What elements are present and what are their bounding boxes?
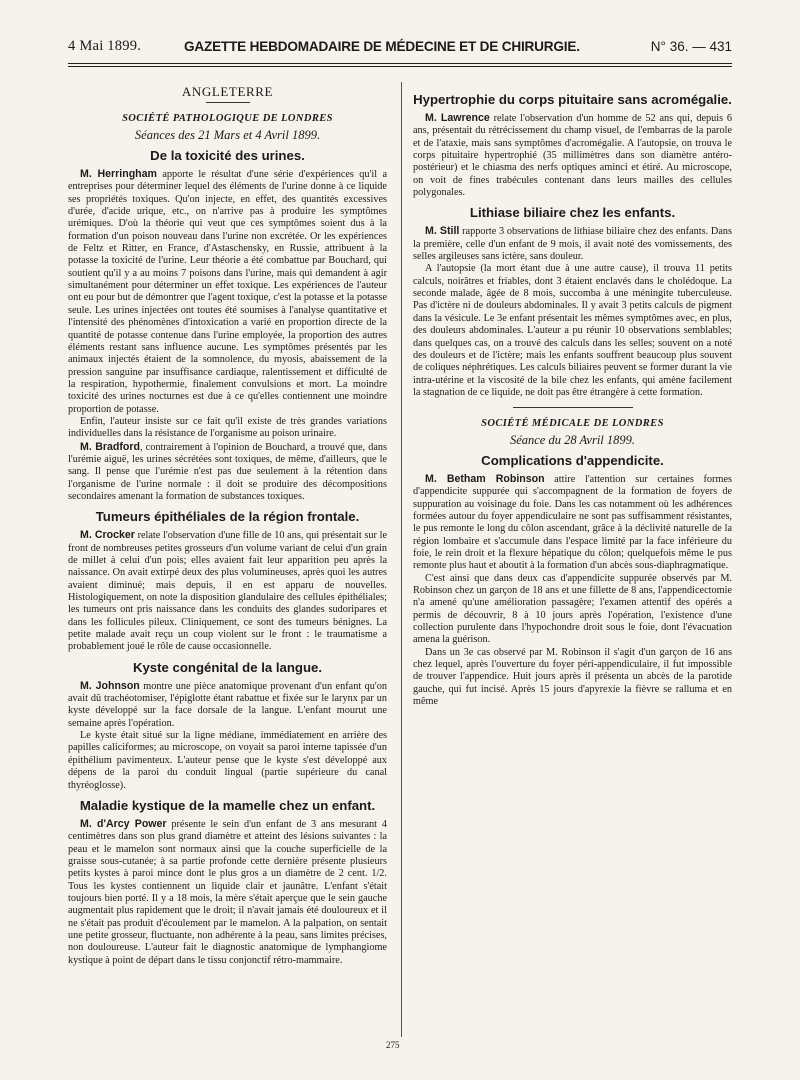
paragraph-text: apporte le résultat d'une série d'expériences qu'il a entreprises pour déterminer lequel des éléments de l'urine donne à ce liquide ses propriétés toxiques. Qu'on injecte, en effet, des quantités excessives d'urée, d'acide urique, etc., on n'arrive pas à produire les symptômes urémiques. D'où la théorie qui veut que ces symptômes soient dus à la formation d'un poison nouveau dans l'urine non excrétée. Or les expériences de Feltz et Ritter, en France, d'Astaschensky, en Russie, attribuent à la potasse la toxicité de l'urine. Leur théorie a été combattue par Bouchard, qui soutient qu'il y a au moins 7 poisons dans l'urine, mais qui demandent à agir simultanément pour déterminer un effet toxique. Les expériences de l'auteur ont eu pour but de démontrer que l'agent toxique, c'est la potasse et la potasse seule. Les urines injectées ont toutes été soumises à l'analyse quantitative et l'intensité des phénomènes d'intoxication a varié en proportion directe de la quantité de potasse contenue dans l'urine employée, la proportion des autres éléments restant sans influence aucune. Les symptômes présentés par les animaux injectés étaient de la somnolence, du myosis, abaissement de la pression sanguine par insuffisance cardiaque, ralentissement et difficulté de la respiration, hypothermie, finalement convulsions et mort. La moindre toxicité des urines nocturnes est due à ce qu'elles contiennent une moindre proportion de potasse. — [68, 169, 387, 415]
session-dates: Séances des 21 Mars et 4 Avril 1899. — [134, 127, 321, 142]
left-column — [68, 86, 387, 967]
paragraph: Enfin, l'auteur insiste sur ce fait qu'il existe de très grandes variations individuelles dans la résistance de l'organisme au poison urinaire. — [68, 415, 387, 440]
header-rule-thin — [68, 66, 732, 67]
article-title: De la toxicité des urines. — [150, 148, 305, 164]
article-title: Complications d'appendicite. — [481, 452, 664, 468]
session-dates: Séance du 28 Avril 1899. — [509, 432, 636, 447]
paragraph — [68, 529, 387, 653]
paragraph-text: attire l'attention sur certaines formes d'appendicite suppurée qui s'accompagnent de la formation de foyers de suppuration au voisinage du foie. Dans les cas notamment où les adhérences formées autour du foyer appendiculaire ne sont pas suffisamment résistantes, le pus remonte le long du côlon ascendant, grâce à la déclivité naturelle de la région lombaire et s'accumule dans l'espace limité par la face inférieure du foie, le rein droit et la flexure hépatique du côlon; quelquefois même le pus remonte plus haut et aboutit à la formation d'un abcès sous-diaphragmatique. — [413, 473, 732, 572]
header-rule — [68, 63, 732, 64]
society-name: SOCIÉTÉ PATHOLOGIQUE DE LONDRES — [122, 113, 333, 125]
paragraph-text: relate l'observation d'une fille de 10 ans, qui présentait sur le front de nombreuses petites grosseurs d'un volume variant de celui d'un grain de millet à celui d'un pois; elles avaient fait leur apparition peu après la naissance. On avait extirpé deux des plus volumineuses, après quoi les autres avaient diminué; mais depuis, il en est apparu de nouvelles. Histologiquement, on note la disposition glandulaire des cellules épithéliales; les tumeurs ont pris naissance dans les conduits des glandes sudoripares et dans les follicules pileux. Cliniquement, ce sont des tumeurs bénignes. La petite malade avait reçu un coup violent sur le front : le traumatisme a probablement joué le rôle de cause occasionnelle. — [68, 530, 387, 653]
issue-date: 4 Mai 1899. — [68, 38, 142, 54]
paragraph — [68, 168, 387, 416]
article-title: Kyste congénital de la langue. — [132, 659, 323, 675]
paragraph — [68, 441, 387, 504]
author-name: M. Bradford — [80, 440, 140, 453]
journal-title: GAZETTE HEBDOMADAIRE DE MÉDECINE ET DE CHIRURGIE. — [184, 39, 580, 54]
paragraph-text: , contrairement à l'opinion de Bouchard, a trouvé que, dans l'urémie aiguë, les urines sécrétées sont toxiques, de même, d'ailleurs, que le sang. Il pense que l'urémie n'est pas due seulement à la rétention dans l'organisme de l'urine normale : il doit se produire des décompositions secondaires amenant la formation de substances toxiques. — [68, 441, 387, 502]
author-name: M. Lawrence — [425, 112, 490, 124]
paragraph: A l'autopsie (la mort étant due à une autre cause), il trouva 11 petits calculs, noirâtres et friables, dont 3 étaient enclavés dans le cholédoque. La seconde malade, âgée de 8 mois, succomba à une méningite tuberculeuse. Pas d'ictère ni de douleurs abdominales. Il y avait 3 petits calculs de pigment dans la vésicule. Le 3e enfant présentait les mêmes symptômes avec, en plus, des douleurs abdominales. L'auteur a pu réunir 10 observations semblables; dans quelques cas, on a trouvé des calculs dans les selles; souvent on a noté des douleurs et de l'ictère; mais les enfants souffrent beaucoup plus souvent de coliques néphrétiques. Les calculs biliaires peuvent se former durant la vie intra-utérine et la viscosité de la bile chez les enfants, qui amène facilement la stagnation de ce liquide, ne doit pas être étrangère à cette formation. — [413, 263, 732, 398]
author-name: M. Crocker — [80, 529, 135, 542]
author-name: M. Herringham — [80, 168, 157, 181]
paragraph: C'est ainsi que dans deux cas d'appendicite suppurée observés par M. Robinson chez un garçon de 18 ans et une fillette de 8 ans, l'appendicectomie n'a amené qu'une amélioration passagère; l'examen attentif des opérés a permis de découvrir, 8 à 10 jours après l'opération, l'existence d'une collection purulente dans l'hypochondre droit sous le foie, dont l'évacuation amena la guérison. — [413, 572, 732, 646]
paragraph — [68, 818, 387, 967]
article-title: Hypertrophie du corps pituitaire sans acromégalie. — [413, 92, 732, 107]
paragraph: Le kyste était situé sur la ligne médiane, immédiatement en arrière des papilles caliciformes; au microscope, on voyait sa paroi interne tapissée d'un épithélium pavimenteux. L'auteur pense que le kyste s'est développé aux dépens de la paroi du conduit lingual (partie supérieure du canal thyréoglosse). — [68, 730, 387, 791]
section-rule — [206, 102, 250, 103]
paragraph-text: montre une pièce anatomique provenant d'un enfant qu'on avait dû trachéotomiser, l'épiglotte étant rabattue et fixée sur le larynx par un kyste développé sur la face dorsale de la langue. L'enfant mourut une semaine après l'opération. — [68, 680, 387, 729]
section-title: ANGLETERRE — [181, 84, 274, 99]
paragraph — [68, 680, 387, 730]
paragraph-text: relate l'observation d'un homme de 52 ans qui, depuis 6 ans, présentait du rétrécissement du champ visuel, de l'embarras de la parole et de l'ataxie, mais sans symptômes d'acromégalie. A l'autopsie, on trouva le corps pituitaire hypertrophié (35 millimètres dans son diamètre antéro-postérieur) et le chiasma des nerfs optiques aminci et étiré. Au microscope, on voit de fines trabécules contenant dans leurs mailles des cellules polygonales. — [413, 113, 732, 199]
author-name: M. d'Arcy Power — [80, 817, 167, 830]
paragraph — [413, 473, 732, 573]
column-divider — [401, 82, 402, 1037]
right-column — [413, 86, 732, 708]
paragraph — [413, 112, 732, 199]
paragraph — [413, 225, 732, 263]
article-title: Maladie kystique de la mamelle chez un enfant. — [79, 797, 376, 813]
running-header — [68, 38, 732, 62]
issue-page-ref: N° 36. — 431 — [650, 39, 732, 54]
page-footer-number: 275 — [386, 1040, 400, 1050]
section-divider — [513, 407, 633, 408]
paragraph-text: présente le sein d'un enfant de 3 ans mesurant 4 centimètres dans son plus grand diamètre et atteint des lésions suivantes : la peau et le mamelon sont normaux ainsi que la couche superficielle de la graisse sous-cutanée; à sa partie profonde cette dernière présente plusieurs petits kystes à paroi mince dont le plus gros a un diamètre de 2 cent. 1/2. Tous les kystes contiennent un liquide clair et jaunâtre. L'enfant s'était toujours bien porté. Il y a 18 mois, la mère s'était aperçue que le sein gauche augmentait plus rapidement que le droit; il n'avait jamais été douloureux et il ne s'était pas produit d'écoulement par le mamelon. A la palpation, on sentait une petite grosseur, fluctuante, non adhérente à la peau, sans limites précises, non douloureuse. L'auteur fait le diagnostic anatomique de lymphangiome kystique à point de départ dans le tissu conjonctif rétro-mammaire. — [68, 818, 387, 966]
author-name: M. Betham Robinson — [425, 472, 545, 485]
article-title: Lithiase biliaire chez les enfants. — [469, 205, 676, 221]
author-name: M. Johnson — [80, 679, 140, 692]
article-title: Tumeurs épithéliales de la région frontale. — [95, 509, 360, 525]
paragraph: Dans un 3e cas observé par M. Robinson il s'agit d'un garçon de 16 ans chez lequel, après l'ouverture du foyer péri-appendiculaire, il fut impossible de trouver l'appendice. Huit jours après il présenta un abcès de la parotide gauche, qui fut incisé. Après 15 jours d'apyrexie la fièvre se ralluma et en même — [413, 646, 732, 708]
paragraph-text: rapporte 3 observations de lithiase biliaire chez des enfants. Dans la première, celle d'un enfant de 9 mois, il avait noté des vomissements, des selles argileuses sans ictère, sans douleur. — [413, 226, 732, 263]
author-name: M. Still — [425, 225, 460, 238]
society-name: SOCIÉTÉ MÉDICALE DE LONDRES — [481, 418, 664, 430]
